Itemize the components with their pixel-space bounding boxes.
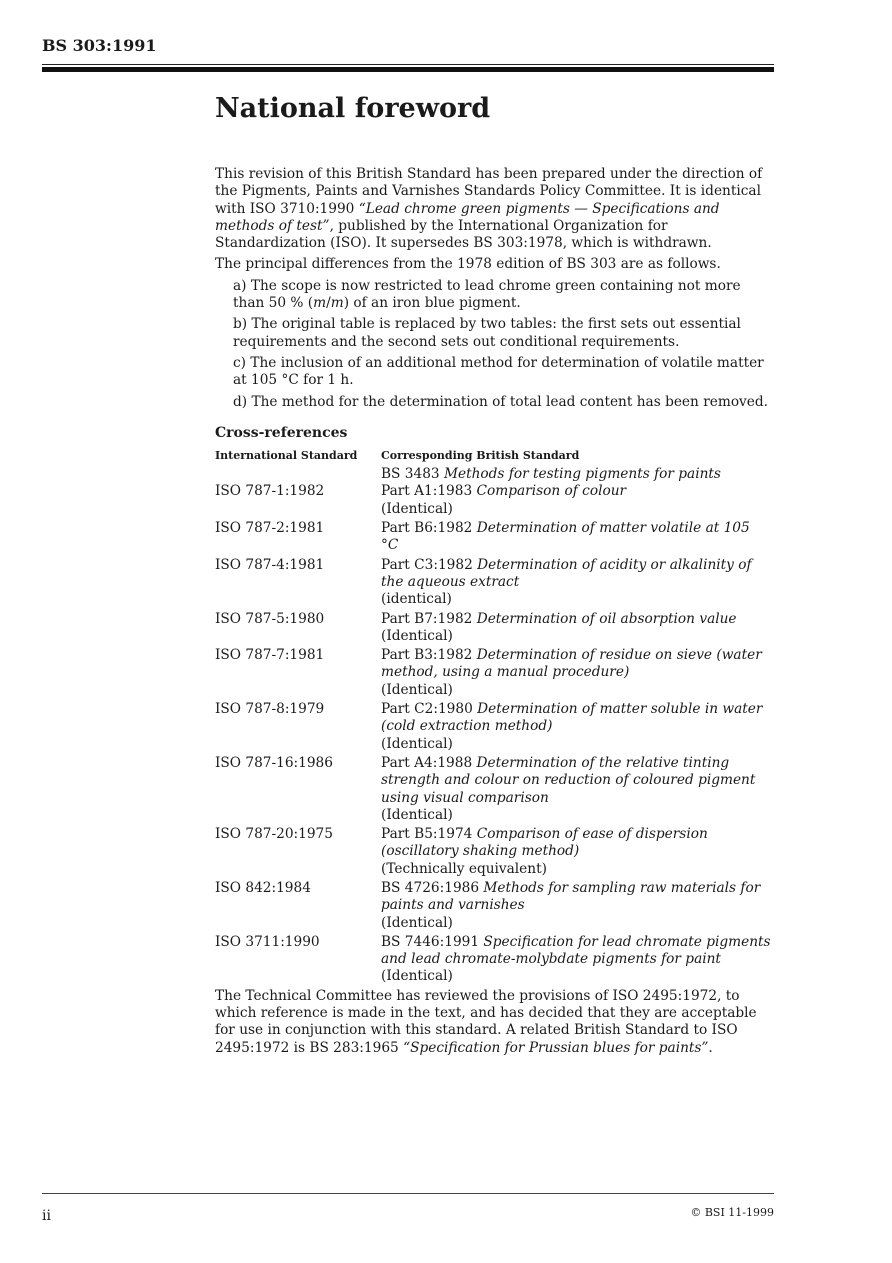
series-ref: BS 3483 (381, 466, 444, 483)
xref-british-cell (381, 880, 771, 932)
xref-part-ref: Part C2:1980 (381, 701, 478, 718)
xref-british-cell (381, 934, 771, 986)
xref-part-title: Comparison of ease of dispersion (oscillatory shaking method) (381, 826, 708, 860)
xref-part-ref: BS 4726:1986 (381, 879, 484, 896)
xref-series-cell (381, 466, 771, 483)
xref-row (215, 880, 771, 932)
xref-equivalence: (Identical) (381, 500, 453, 517)
difference-item-d: d) The method for the determination of total lead content has been removed. (233, 393, 769, 410)
xref-iso-number: ISO 787-16:1986 (215, 754, 333, 771)
difference-item-b: b) The original table is replaced by two tables: the first sets out essential requirements and the second sets out conditional requirements. (233, 316, 741, 350)
xref-row (215, 701, 771, 753)
xref-equivalence: (Identical) (381, 627, 453, 644)
xref-row (215, 611, 771, 646)
document-code: BS 303:1991 (42, 36, 157, 55)
xref-series-row (215, 466, 771, 483)
intro-text-a: This revision of this British Standard has been prepared under the direction of the Pigments, Paints and Varnishes Standards Policy Committee. It is identical with ISO 3710:1990 (215, 166, 763, 217)
xref-iso-number: ISO 787-7:1981 (215, 647, 325, 664)
header-rule-thick (42, 67, 774, 72)
xref-equivalence: (identical) (381, 591, 452, 608)
xref-british-cell (381, 701, 771, 753)
xref-part-title: Determination of residue on sieve (water method, using a manual procedure) (381, 647, 762, 681)
xref-part-ref: Part C3:1982 (381, 556, 478, 573)
xref-part-title: Determination of acidity or alkalinity of the aqueous extract (381, 556, 752, 590)
xref-british-cell (381, 520, 771, 555)
xref-iso-number: ISO 842:1984 (215, 879, 311, 896)
page-title: National foreword (215, 93, 491, 124)
intro-text-b: , published by the International Organization for Standardization (ISO). It supersedes BS 303:1978, which is withdrawn. (215, 217, 712, 252)
xref-part-title: Determination of matter volatile at 105 °C (381, 520, 750, 554)
xref-part-title: Determination of oil absorption value (476, 610, 737, 627)
header-rule-thin (42, 64, 774, 65)
xref-part-ref: Part B3:1982 (381, 647, 477, 664)
xref-equivalence: (Identical) (381, 806, 453, 823)
diff-a-m1: m (313, 295, 327, 312)
xref-british-cell (381, 826, 771, 878)
xref-iso-number: ISO 787-5:1980 (215, 610, 325, 627)
xref-british-cell (381, 755, 771, 824)
xref-row (215, 934, 771, 986)
xref-equivalence: (Identical) (381, 735, 453, 752)
xref-part-ref: BS 7446:1991 (381, 933, 484, 950)
xref-iso-number: ISO 787-4:1981 (215, 556, 325, 573)
xref-equivalence: (Identical) (381, 968, 453, 985)
difference-item-c: c) The inclusion of an additional method for determination of volatile matter at 105 °C for 1 h. (233, 354, 764, 389)
xref-row (215, 826, 771, 878)
xref-series-spacer (215, 466, 381, 483)
xref-equivalence: (Identical) (381, 914, 453, 931)
xref-iso-number: ISO 787-8:1979 (215, 701, 325, 718)
xref-header-row (215, 448, 771, 464)
diff-a-post: ) of an iron blue pigment. (343, 295, 521, 312)
xref-rows (215, 483, 771, 985)
xref-equivalence: (Identical) (381, 681, 453, 698)
xref-row (215, 647, 771, 699)
closing-end: . (708, 1039, 713, 1056)
xref-part-ref: Part B7:1982 (381, 610, 477, 627)
xref-row (215, 483, 771, 518)
xref-part-title: Specification for lead chromate pigments and lead chromate-molybdate pigments for paint (381, 933, 771, 968)
xref-british-cell (381, 611, 771, 646)
xref-row (215, 755, 771, 824)
xref-iso-number: ISO 787-20:1975 (215, 826, 333, 843)
difference-item-a (233, 278, 771, 313)
xref-equivalence: (Technically equivalent) (381, 860, 547, 877)
xref-row (215, 557, 771, 609)
xref-british-cell (381, 647, 771, 699)
xref-british-cell (381, 483, 771, 518)
xref-iso-number: ISO 787-2:1981 (215, 520, 325, 537)
xref-part-title: Determination of the relative tinting strength and colour on reduction of coloured pigment using visual comparison (381, 754, 756, 806)
series-title: Methods for testing pigments for paints (443, 466, 721, 483)
xref-iso-number: ISO 787-1:1982 (215, 483, 325, 500)
xref-iso-number: ISO 3711:1990 (215, 933, 320, 950)
intro-italic-title: “Lead chrome green pigments — Specifications and methods of test” (215, 200, 720, 234)
diff-a-pre: a) The scope is now restricted to lead chrome green containing not more than 50 % ( (233, 277, 741, 312)
xref-part-title: Determination of matter soluble in water (cold extraction method) (381, 701, 763, 735)
xref-part-ref: Part B5:1974 (381, 826, 477, 843)
xref-part-ref: Part A1:1983 (381, 483, 477, 500)
col-british: Corresponding British Standard (381, 449, 580, 463)
diff-a-slash: / (326, 295, 331, 312)
foreword-body (215, 166, 771, 1061)
xref-part-ref: Part A4:1988 (381, 754, 477, 771)
xref-british-cell (381, 557, 771, 609)
diff-a-m2: m (330, 295, 344, 312)
closing-paragraph (215, 988, 771, 1057)
differences-intro: The principal differences from the 1978 edition of BS 303 are as follows. (215, 256, 721, 273)
xref-part-title: Methods for sampling raw materials for paints and varnishes (381, 879, 761, 914)
copyright-notice: © BSI 11-1999 (690, 1206, 774, 1219)
intro-paragraph (215, 166, 771, 252)
page-number: ii (42, 1208, 51, 1224)
closing-text: The Technical Committee has reviewed the provisions of ISO 2495:1972, to which reference is made in the text, and has decided that they are acceptable for use in conjunction with this standard. A related British Standard to ISO 2495:1972 is BS 283:1965 (215, 987, 757, 1056)
cross-references-heading: Cross-references (215, 424, 348, 441)
col-international: International Standard (215, 449, 358, 463)
xref-part-title: Comparison of colour (476, 483, 627, 500)
footer-rule (42, 1193, 774, 1194)
xref-part-ref: Part B6:1982 (381, 520, 477, 537)
xref-row (215, 520, 771, 555)
closing-italic-title: “Specification for Prussian blues for paints” (403, 1039, 709, 1056)
